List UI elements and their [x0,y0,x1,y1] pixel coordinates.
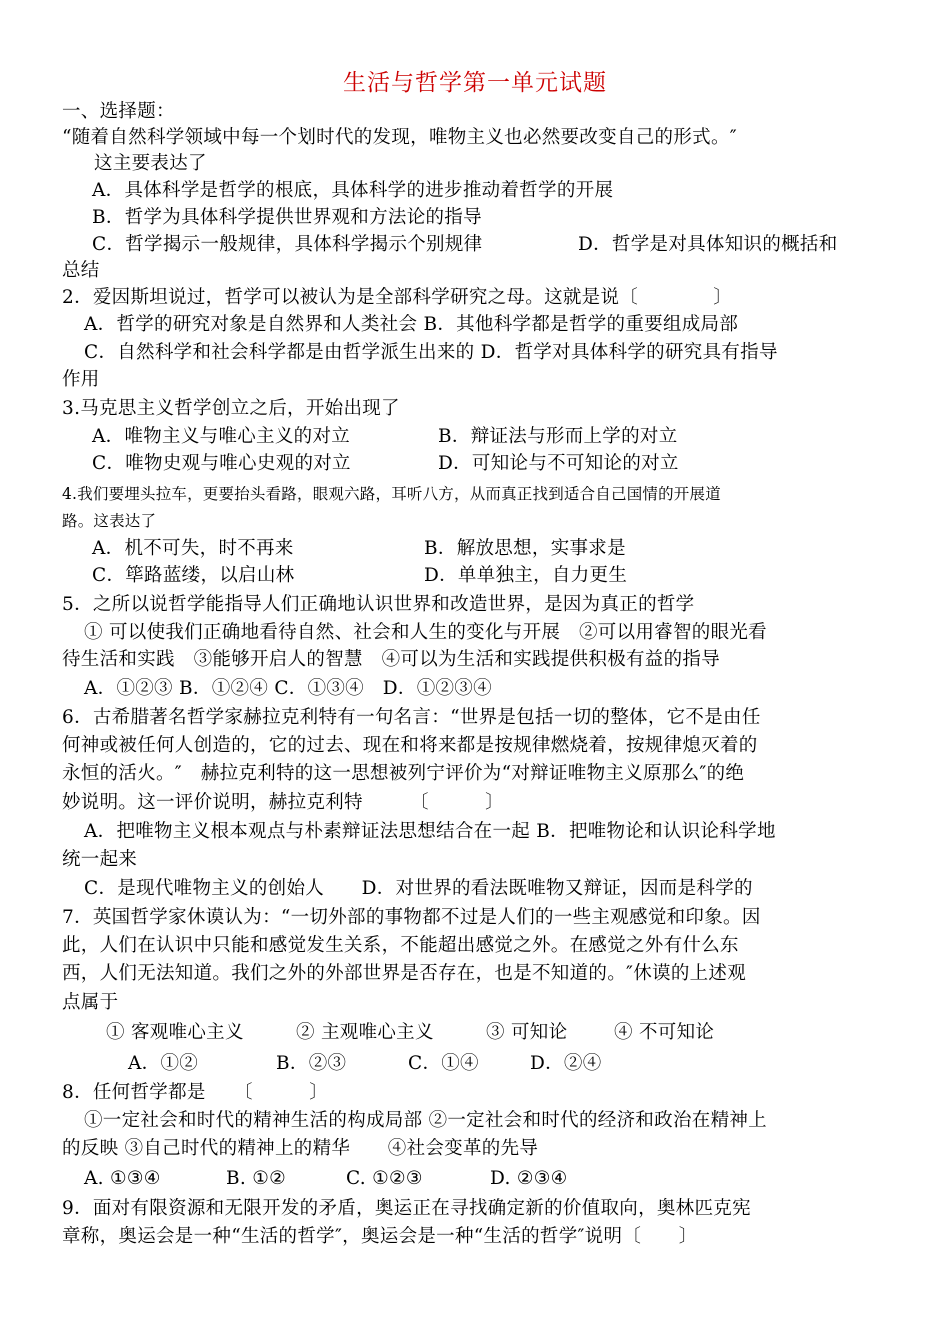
q4-stem-cont: 路。这表达了 [62,512,157,530]
q2-options-cd: C．自然科学和社会科学都是由哲学派生出来的 D．哲学对具体科学的研究具有指导 [84,342,778,363]
q1-stem-cont: 这主要表达了 [94,153,207,174]
q1-option-d-cont: 总结 [62,260,100,281]
q4-option-b: B．解放思想，实事求是 [424,538,626,559]
q1-option-d: D．哲学是对具体知识的概括和 [578,234,838,255]
q3-option-b: B．辩证法与形而上学的对立 [438,426,678,447]
q7-statement-4: ④ 不可知论 [614,1022,715,1043]
q2-options-cd-cont: 作用 [62,369,100,390]
q5-stem: 5．之所以说哲学能指导人们正确地认识世界和改造世界，是因为真正的哲学 [62,594,695,615]
q7-choice-a: A．①② [128,1053,199,1074]
q6-options-cd: C．是现代唯物主义的创始人 D．对世界的看法既唯物又辩证，因而是科学的 [84,878,753,899]
q4-option-c: C．筚路蓝缕，以启山林 [92,565,295,586]
q8-statements-cont: 的反映 ③自己时代的精神上的精华 ④社会变革的先导 [62,1138,539,1159]
q6-options-ab-cont: 统一起来 [62,849,138,870]
section-heading: 一、选择题： [62,101,175,122]
q8-choice-c: C. ①②③ [346,1168,423,1189]
q6-stem-line1: 6．古希腊著名哲学家赫拉克利特有一句名言：“世界是包括一切的整体，它不是由任 [62,707,761,728]
q5-choices: A．①②③ B．①②④ C．①③④ D．①②③④ [84,678,492,699]
q7-choice-c: C．①④ [408,1053,479,1074]
q2-stem: 2．爱因斯坦说过，哲学可以被认为是全部科学研究之母。这就是说〔 〕 [62,287,733,308]
q9-stem-line1: 9．面对有限资源和无限开发的矛盾，奥运正在寻找确定新的价值取向，奥林匹克宪 [62,1198,751,1219]
q4-option-a: A．机不可失，时不再来 [92,538,294,559]
q6-stem-line4: 妙说明。这一评价说明，赫拉克利特 〔 〕 [62,792,504,813]
q2-options-ab: A．哲学的研究对象是自然界和人类社会 B．其他科学都是哲学的重要组成局部 [84,314,739,335]
q7-statement-2: ② 主观唯心主义 [296,1022,434,1043]
q5-statements-cont: 待生活和实践 ③能够开启人的智慧 ④可以为生活和实践提供积极有益的指导 [62,649,721,670]
q1-stem: “随着自然科学领域中每一个划时代的发现，唯物主义也必然要改变自己的形式。″ [62,127,737,148]
q7-choice-d: D．②④ [530,1053,602,1074]
q1-option-c: C．哲学揭示一般规律，具体科学揭示个别规律 [92,234,483,255]
q7-statement-3: ③ 可知论 [486,1022,568,1043]
q1-option-a: A．具体科学是哲学的根底，具体科学的进步推动着哲学的开展 [92,180,614,201]
q3-option-a: A．唯物主义与唯心主义的对立 [92,426,351,447]
q7-stem-line1: 7．英国哲学家休谟认为：“一切外部的事物都不过是人们的一些主观感觉和印象。因 [62,907,761,928]
q6-options-ab: A．把唯物主义根本观点与朴素辩证法思想结合在一起 B．把唯物论和认识论科学地 [84,821,776,842]
q7-stem-line4: 点属于 [62,992,119,1013]
q8-choice-a: A. ①③④ [84,1168,161,1189]
q5-statements: ① 可以使我们正确地看待自然、社会和人生的变化与开展 ②可以用睿智的眼光看 [84,622,767,643]
q7-stem-line2: 此，人们在认识中只能和感觉发生关系，不能超出感觉之外。在感觉之外有什么东 [62,935,739,956]
q7-statement-1: ① 客观唯心主义 [106,1022,244,1043]
q6-stem-line3: 永恒的活火。″ 赫拉克利特的这一思想被列宁评价为“对辩证唯物主义原那么″的绝 [62,763,745,784]
q3-stem: 3.马克思主义哲学创立之后，开始出现了 [62,398,400,419]
q4-stem: 4.我们要埋头拉车，更要抬头看路，眼观六路，耳听八方，从而真正找到适合自己国情的开展道 [62,485,721,503]
q9-stem-line2: 章称，奥运会是一种“生活的哲学″，奥运会是一种“生活的哲学″说明〔 〕 [62,1226,698,1247]
q8-choice-d: D. ②③④ [490,1168,568,1189]
page-title: 生活与哲学第一单元试题 [343,70,607,96]
q6-stem-line2: 何神或被任何人创造的，它的过去、现在和将来都是按规律燃烧着，按规律熄灭着的 [62,735,758,756]
q3-option-c: C．唯物史观与唯心史观的对立 [92,453,351,474]
q8-choice-b: B. ①② [226,1168,287,1189]
q3-option-d: D．可知论与不可知论的对立 [438,453,679,474]
q4-option-d: D．单单独主，自力更生 [424,565,628,586]
q8-stem: 8．任何哲学都是 〔 〕 [62,1082,329,1103]
q7-choice-b: B．②③ [276,1053,347,1074]
q7-stem-line3: 西，人们无法知道。我们之外的外部世界是否存在，也是不知道的。″休谟的上述观 [62,963,747,984]
q1-option-b: B．哲学为具体科学提供世界观和方法论的指导 [92,207,482,228]
q8-statements: ①一定社会和时代的精神生活的构成局部 ②一定社会和时代的经济和政治在精神上 [84,1110,767,1131]
